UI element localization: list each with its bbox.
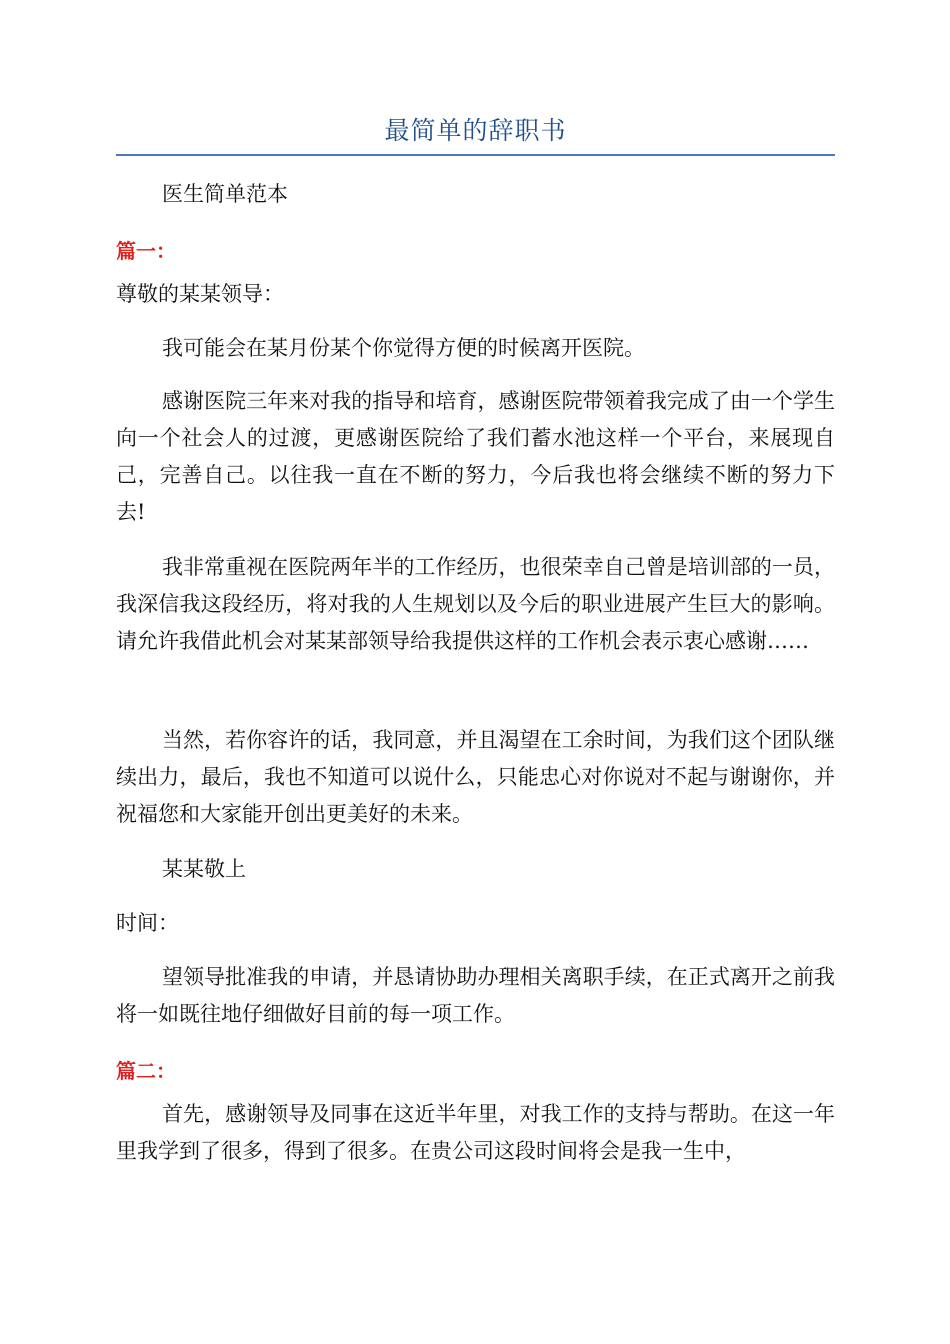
- subtitle: 医生简单范本: [162, 182, 288, 206]
- paragraph-4: 当然，若你容许的话，我同意，并且渴望在工余时间，为我们这个团队继续出力，最后，我也不知道可以说什么，只能忠心对你说对不起与谢谢你，并祝福您和大家能开创出更美好的未来。: [116, 728, 835, 826]
- paragraph-6: 首先，感谢领导及同事在这近半年里，对我工作的支持与帮助。在这一年里我学到了很多，得到了很多。在贵公司这段时间将会是我一生中，: [116, 1102, 835, 1163]
- section-heading-2: 篇二：: [116, 1059, 176, 1083]
- section-heading-1: 篇一：: [116, 239, 176, 263]
- salutation: 尊敬的某某领导：: [116, 282, 284, 306]
- document-title: 最简单的辞职书: [384, 116, 567, 145]
- signature: 某某敬上: [162, 857, 246, 881]
- title-underline: [116, 154, 835, 156]
- paragraph-1: 我可能会在某月份某个你觉得方便的时候离开医院。: [162, 336, 645, 360]
- paragraph-3: 我非常重视在医院两年半的工作经历，也很荣幸自己曾是培训部的一员，我深信我这段经历，将对我的人生规划以及今后的职业进展产生巨大的影响。请允许我借此机会对某某部领导给我提供这样的工作机会表示衷心感谢……: [116, 555, 835, 653]
- paragraph-5: 望领导批准我的申请，并恳请协助办理相关离职手续，在正式离开之前我将一如既往地仔细做好目前的每一项工作。: [116, 965, 835, 1026]
- paragraph-2: 感谢医院三年来对我的指导和培育，感谢医院带领着我完成了由一个学生向一个社会人的过渡，更感谢医院给了我们蓄水池这样一个平台，来展现自己，完善自己。以往我一直在不断的努力，今后我也将会继续不断的努力下去!: [116, 389, 835, 524]
- date-label: 时间：: [116, 911, 179, 935]
